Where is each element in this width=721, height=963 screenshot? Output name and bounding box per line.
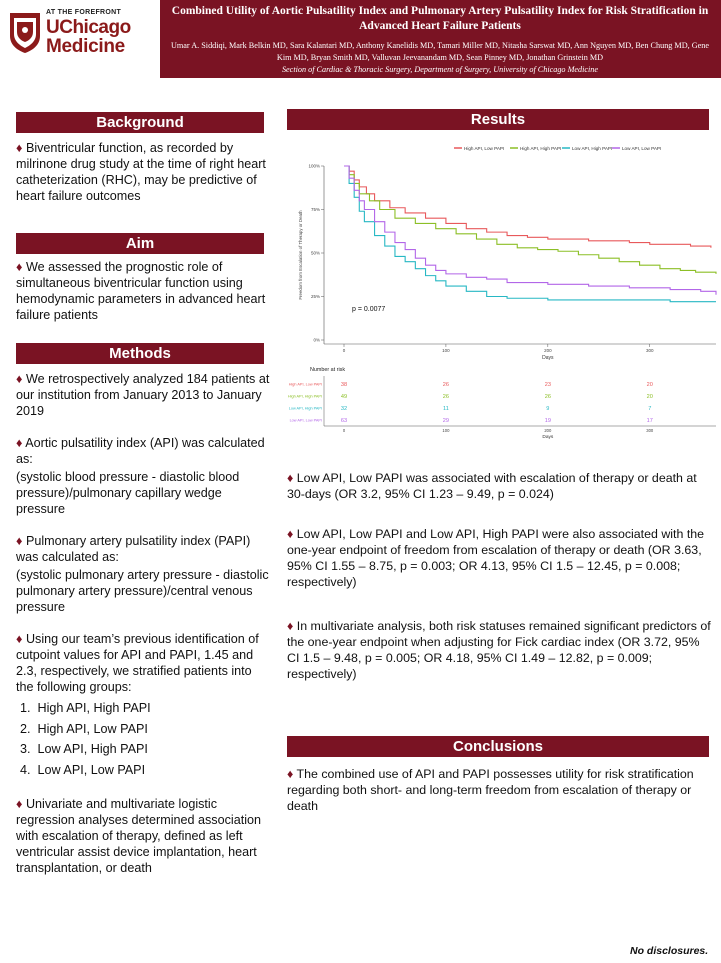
author-list: Umar A. Siddiqi, Mark Belkin MD, Sara Kalantari MD, Anthony Kanelidis MD, Tamari Miller MD, Nitasha Sarswat MD, Ann Nguyen MD, Ben Chung MD, Gene Kim MD, Bryan Smith MD, Valluvan Jeevanandam MD, Sean Pinney MD, Jonathan Grinstein MD [171, 41, 709, 62]
y-tick-label: 0% [313, 337, 320, 343]
risk-row-label: Low API, High PAPI [288, 406, 322, 411]
risk-row-label: Low API, Low PAPI [289, 418, 322, 423]
methods-paragraph-2: ♦ Aortic pulsatility index (API) was calculated as: [16, 436, 265, 466]
bullet-diamond-icon: ♦ [16, 797, 23, 811]
risk-count: 26 [442, 382, 450, 388]
risk-count: 17 [646, 418, 653, 424]
bullet-diamond-icon: ♦ [287, 619, 294, 633]
bullet-diamond-icon: ♦ [16, 260, 23, 274]
legend-label: Low API, High PAPI [572, 146, 613, 151]
methods-paragraph-3: ♦ Pulmonary artery pulsatility index (PAPI) was calculated as: [16, 534, 251, 564]
bullet-diamond-icon: ♦ [16, 372, 23, 386]
risk-x-tick-label: 200 [544, 428, 552, 433]
risk-row-label: High API, Low PAPI [288, 382, 322, 387]
risk-count: 63 [340, 418, 348, 424]
risk-count: 26 [442, 394, 450, 400]
legend-label: High API, Low PAPI [464, 146, 505, 151]
list-item: 3. Low API, High PAPI [20, 742, 148, 756]
result-3: ♦ In multivariate analysis, both risk statuses remained significant predictors of the one-year endpoint when adjusting for Fick cardiac index (OR 3.72, 95% CI 1.5 – 9.48, p = 0.005; OR 4.18, 95% CI 1.49 – 12.82, p = 0.009; respectively) [287, 619, 711, 681]
aim-heading: Aim [16, 233, 264, 254]
logo-tagline: AT THE FOREFRONT [46, 9, 122, 16]
risk-x-tick-label: 300 [646, 428, 654, 433]
x-tick-label: 300 [645, 348, 654, 353]
legend-label: Low API, Low PAPI [622, 146, 662, 151]
disclosure-note: No disclosures. [630, 945, 709, 957]
risk-x-tick-label: 100 [442, 428, 450, 433]
km-curve [344, 166, 716, 295]
department-line: Section of Cardiac & Thoracic Surgery, Department of Surgery, University of Chicago Medicine [281, 65, 599, 74]
risk-x-tick-label: 0 [342, 428, 346, 433]
risk-count: 38 [340, 382, 348, 388]
p-value-label: p = 0.0077 [352, 306, 386, 313]
kaplan-meier-chart [284, 136, 721, 442]
y-axis-label: Freedom from Escalation of Therapy or Death [298, 210, 303, 300]
bullet-diamond-icon: ♦ [287, 767, 294, 781]
bullet-diamond-icon: ♦ [16, 436, 23, 450]
risk-count: 29 [442, 418, 450, 424]
risk-count: 11 [443, 406, 449, 412]
x-tick-label: 100 [442, 348, 450, 353]
risk-count: 9 [546, 406, 550, 412]
risk-count: 7 [648, 406, 652, 412]
bullet-diamond-icon: ♦ [16, 632, 23, 646]
methods-paragraph-5: ♦ Univariate and multivariate logistic regression analyses determined association with escalation of therapy, defined as left ventricular assist device implantation, heart transplantation, or death [16, 797, 262, 875]
conclusions-heading: Conclusions [287, 736, 709, 757]
km-curve [344, 166, 716, 302]
results-heading: Results [287, 109, 709, 130]
papi-formula: (systolic pulmonary artery pressure - diastolic pulmonary artery pressure)/central venous pressure [16, 568, 269, 614]
result-2: ♦ Low API, Low PAPI and Low API, High PAPI were also associated with the one-year endpoint of freedom from escalation of therapy or death (OR 3.63, 95% CI 1.55 – 8.75, p = 0.003; OR 4.13, 95% CI 1.5 – 12.45, p = 0.008; respectively) [287, 527, 705, 589]
bullet-diamond-icon: ♦ [287, 471, 294, 485]
poster-header [0, 0, 721, 78]
result-1: ♦ Low API, Low PAPI was associated with escalation of therapy or death at 30-days (OR 3.2, 95% CI 1.23 – 9.49, p = 0.024) [287, 471, 697, 501]
y-tick-label: 50% [310, 250, 320, 256]
risk-count: 49 [340, 394, 348, 400]
risk-table-title: Number at risk [310, 367, 346, 373]
risk-count: 26 [544, 394, 551, 400]
methods-text [16, 371, 270, 876]
group-list [16, 698, 270, 780]
y-tick-label: 100% [308, 163, 320, 169]
poster-title: Combined Utility of Aortic Pulsatility Index and Pulmonary Artery Pulsatility Index for Risk Stratification in Advanced Heart Failure Patients [171, 5, 709, 32]
y-tick-label: 75% [310, 207, 320, 212]
logo-wordmark-line2: Medicine [46, 36, 125, 57]
x-tick-label: 200 [544, 348, 552, 353]
logo-wordmark-line1: UChicago [46, 17, 131, 38]
background-text: ♦ Biventricular function, as recorded by milrinone drug study at the time of right heart catheterization (RHC), may be predictive of heart failure outcomes [16, 141, 266, 203]
bullet-diamond-icon: ♦ [287, 527, 294, 541]
risk-row-label: High API, High PAPI [287, 394, 322, 399]
km-curve [344, 166, 711, 248]
risk-count: 32 [340, 406, 348, 412]
bullet-diamond-icon: ♦ [16, 141, 23, 155]
methods-paragraph-4: ♦ Using our team’s previous identification of cutpoint values for API and PAPI, 1.45 and 2.3, respectively, we stratified patients into the following groups: [16, 632, 259, 694]
risk-count: 20 [646, 382, 653, 388]
bullet-diamond-icon: ♦ [16, 534, 23, 548]
api-formula: (systolic blood pressure - diastolic blood pressure)/pulmonary capillary wedge pressure [16, 470, 240, 516]
list-item: 2. High API, Low PAPI [20, 721, 148, 736]
y-tick-label: 25% [310, 294, 320, 299]
risk-count: 23 [544, 382, 551, 388]
conclusions-text: ♦ The combined use of API and PAPI possesses utility for risk stratification regarding both short- and long-term freedom from escalation of therapy or death [287, 767, 694, 813]
x-tick-label: 0 [342, 348, 346, 353]
methods-paragraph-1: ♦ We retrospectively analyzed 184 patients at our institution from January 2013 to January 2019 [16, 372, 270, 418]
km-curve [344, 166, 716, 274]
legend-label: High API, High PAPI [520, 146, 562, 151]
methods-heading: Methods [16, 343, 264, 364]
aim-text: ♦ We assessed the prognostic role of simultaneous biventricular function using hemodynamic parameters in advanced heart failure patients [16, 260, 266, 322]
shield-icon [9, 12, 41, 54]
background-heading: Background [16, 112, 264, 133]
risk-x-axis-label: Days [542, 435, 554, 440]
list-item: 1. High API, High PAPI [20, 701, 151, 715]
list-item: 4. Low API, Low PAPI [20, 762, 146, 777]
risk-count: 20 [646, 394, 653, 400]
risk-count: 19 [544, 418, 551, 424]
uchicago-logo [0, 0, 160, 78]
x-axis-label: Days [542, 355, 554, 361]
